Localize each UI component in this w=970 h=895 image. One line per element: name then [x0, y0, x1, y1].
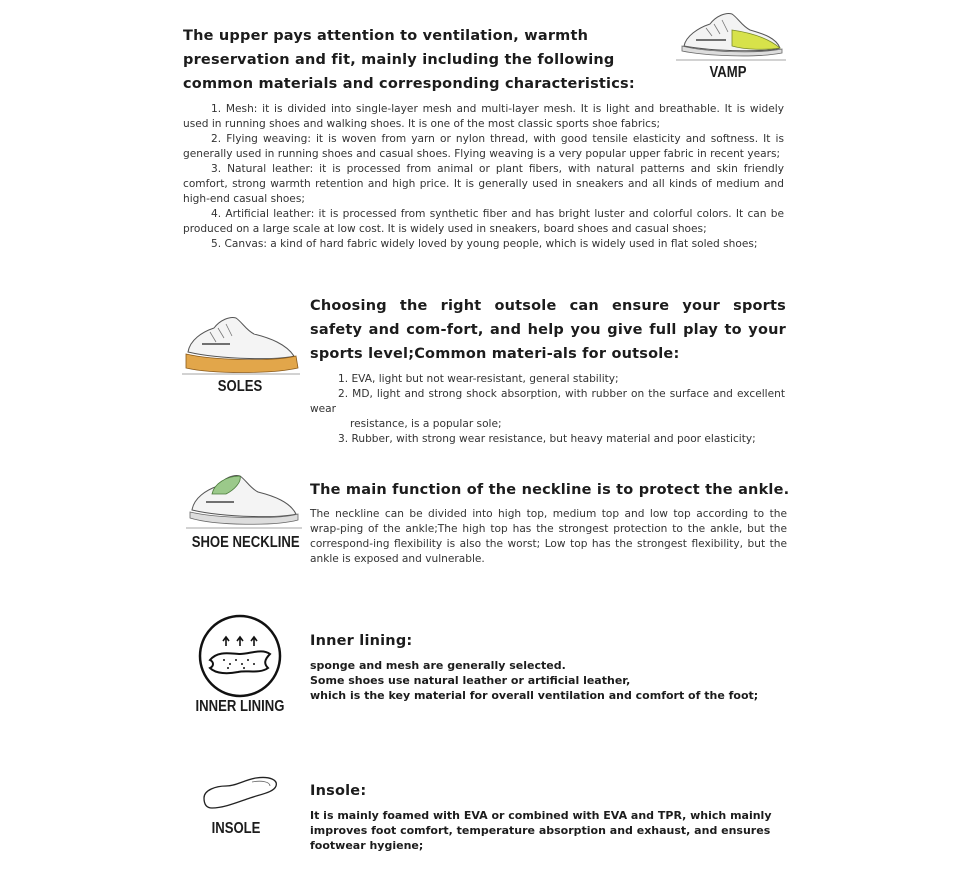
neckline-shoe-icon: [186, 472, 302, 532]
soles-shoe-icon: [182, 312, 300, 378]
soles-label: SOLES: [217, 378, 263, 395]
soles-item-3: 3. Rubber, with strong wear resistance, but heavy material and poor elasticity;: [338, 433, 756, 445]
insole-icon: [200, 772, 280, 812]
neckline-heading: The main function of the neckline is to protect the ankle.: [310, 482, 790, 498]
neckline-body: The neckline can be divided into high top, medium top and low top according to the wrap-ping of the ankle;The high top has the strongest protection to the ankle, but the correspond-ing flexibility is also the worst; Low top has the strongest flexibility, but the ankle is exposed and vulnerable.: [310, 508, 787, 565]
vamp-shoe-icon: [676, 6, 786, 66]
vamp-item-4: 4. Artificial leather: it is processed from synthetic fiber and has bright luster and colorful colors. It can be produced on a large scale at low cost. It is widely used in sneakers, board shoes and casual shoes;: [183, 208, 784, 235]
insole-heading: Insole:: [310, 783, 367, 799]
insole-body: It is mainly foamed with EVA or combined with EVA and TPR, which mainly improves foot comfort, temperature absorption and exhaust, and ensures footwear hygiene;: [310, 809, 772, 852]
vamp-item-2: 2. Flying weaving: it is woven from yarn or nylon thread, with good tensile elasticity and softness. It is generally used in running shoes and casual shoes. Flying weaving is a very popular upper fabric in recent years;: [183, 133, 784, 160]
neckline-label: SHOE NECKLINE: [191, 534, 300, 551]
soles-list: [310, 372, 785, 447]
inner-lining-body: [310, 658, 810, 703]
inner-lining-label: INNER LINING: [195, 698, 285, 715]
soles-item-2-cont: resistance, is a popular sole;: [350, 418, 502, 430]
inner-lining-line-3: which is the key material for overall ventilation and comfort of the foot;: [310, 689, 759, 702]
soles-item-2: 2. MD, light and strong shock absorption, with rubber on the surface and excellent wear: [310, 388, 785, 415]
vamp-heading: The upper pays attention to ventilation, warmth preservation and fit, mainly including the following common materials and corresponding characteristics:: [183, 28, 635, 92]
inner-lining-line-2: Some shoes use natural leather or artificial leather,: [310, 674, 631, 687]
vamp-item-1: 1. Mesh: it is divided into single-layer mesh and multi-layer mesh. It is light and breathable. It is widely used in running shoes and walking shoes. It is one of the most classic sports shoe fabrics;: [183, 103, 784, 130]
soles-item-1: 1. EVA, light but not wear-resistant, general stability;: [338, 373, 619, 385]
inner-lining-icon: [198, 614, 282, 698]
insole-label: INSOLE: [211, 820, 261, 837]
soles-heading: Choosing the right outsole can ensure your sports safety and com-fort, and help you give full play to your sports level;Common materi-als for outsole:: [310, 298, 786, 362]
inner-lining-heading: Inner lining:: [310, 633, 413, 649]
vamp-item-3: 3. Natural leather: it is processed from animal or plant fibers, with natural patterns and skin friendly comfort, strong warmth retention and high price. It is generally used in sneakers and all kinds of medium and high-end casual shoes;: [183, 163, 784, 205]
inner-lining-line-1: sponge and mesh are generally selected.: [310, 659, 566, 672]
vamp-item-5: 5. Canvas: a kind of hard fabric widely loved by young people, which is widely used in flat soled shoes;: [211, 238, 758, 250]
vamp-list: [183, 102, 784, 252]
vamp-label: VAMP: [709, 64, 747, 81]
